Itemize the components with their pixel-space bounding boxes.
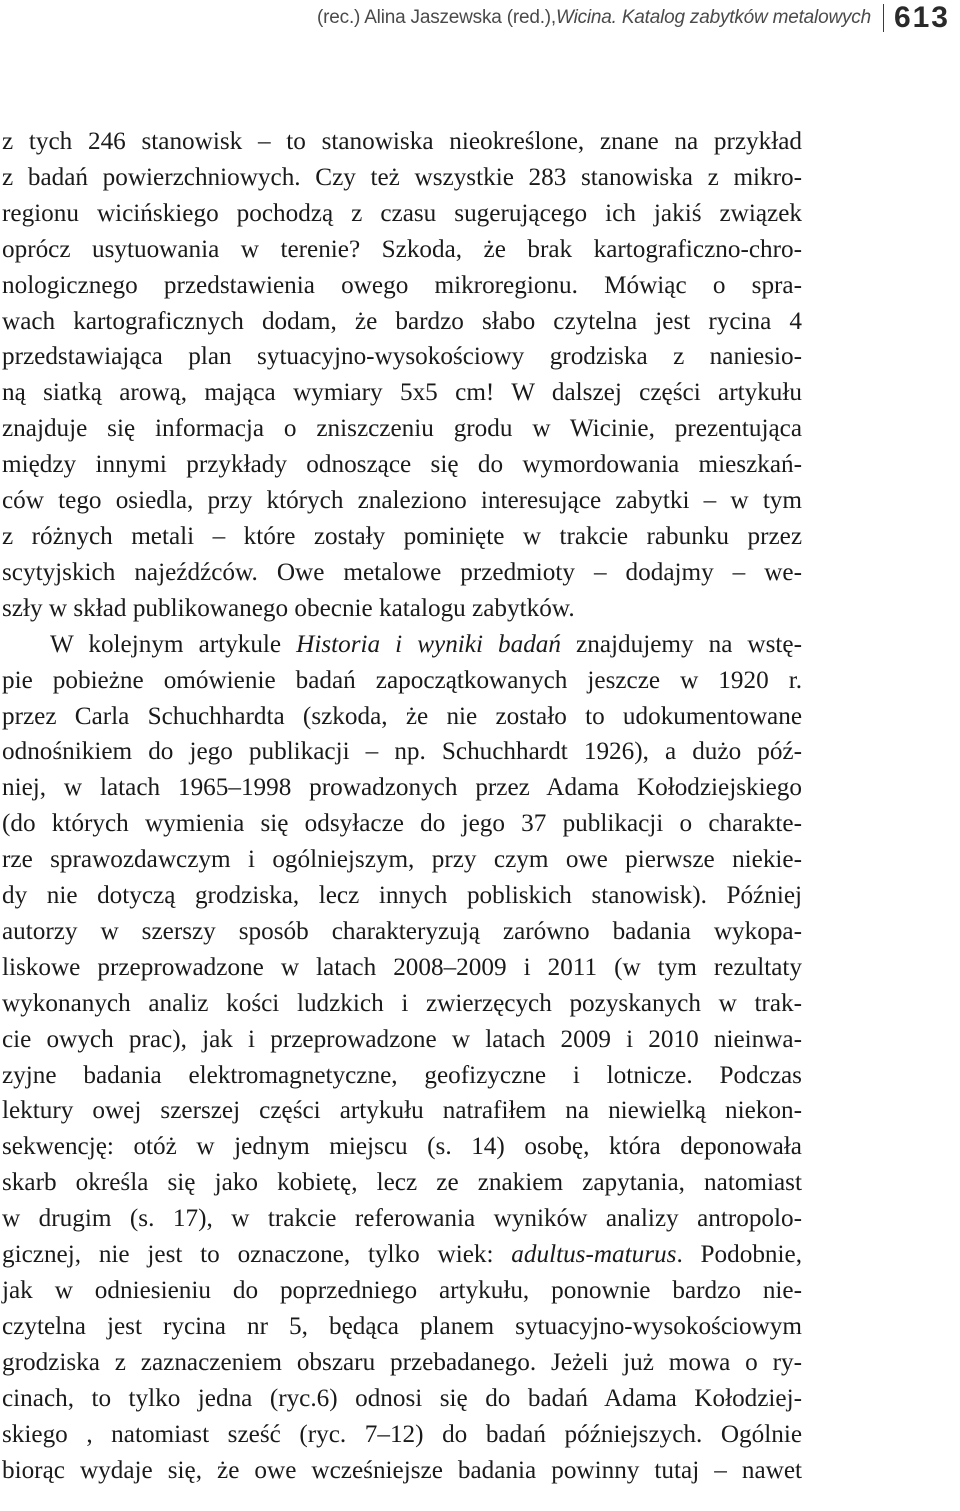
text-line: [2, 627, 802, 663]
text-line: wach kartograficznych dodam, że bardzo słabo czytelna jest rycina 4: [2, 307, 802, 335]
page-number: 613: [893, 1, 950, 34]
running-head-authors: (rec.) Alina Jaszewska (red.),: [317, 7, 557, 28]
text-line: autorzy w szerszy sposób charakteryzują zarówno badania wykopa-: [2, 917, 802, 945]
text-line: nologicznego przedstawienia owego mikroregionu. Mówiąc o spra-: [2, 271, 802, 299]
text-line: rze sprawozdawczym i ogólniejszym, przy czym owe pierwsze niekie-: [2, 846, 802, 874]
text-run: W kolejnym artykule: [50, 630, 297, 658]
running-head-divider: [883, 4, 884, 32]
text-line: sekwencję: otóż w jednym miejscu (s. 14) osobę, która deponowała: [2, 1133, 802, 1161]
text-line: między innymi przykłady odnoszące się do wymordowania mieszkań-: [2, 451, 802, 479]
text-line: regionu wicińskiego pochodzą z czasu sugerującego ich jakiś związek: [2, 199, 802, 227]
text-line: z badań powierzchniowych. Czy też wszystkie 283 stanowiska z mikro-: [2, 163, 802, 191]
text-line: odnośnikiem do jego publikacji – np. Schuchhardt 1926), a dużo póź-: [2, 738, 802, 766]
text-line: z tych 246 stanowisk – to stanowiska nieokreślone, znane na przykład: [2, 128, 802, 155]
text-line: ną siatką arową, mająca wymiary 5x5 cm! W dalszej części artykułu: [2, 379, 802, 407]
article-body: [2, 124, 802, 1488]
text-line: w drugim (s. 17), w trakcie referowania wyników analizy antropolo-: [2, 1205, 802, 1233]
text-line: lektury owej szerszej części artykułu natrafiłem na niewielką niekon-: [2, 1097, 802, 1125]
text-line: biorąc wydaje się, że owe wcześniejsze badania powinny tutaj – nawet: [2, 1456, 802, 1484]
text-line: cie owych prac), jak i przeprowadzone w latach 2009 i 2010 nieinwa-: [2, 1025, 802, 1053]
text-line: grodziska z zaznaczeniem obszaru przebadanego. Jeżeli już mowa o ry-: [2, 1348, 802, 1376]
text-line: skarb określa się jako kobietę, lecz ze znakiem zapytania, natomiast: [2, 1169, 802, 1197]
text-line: znajduje się informacja o zniszczeniu grodu w Wicinie, prezentująca: [2, 415, 802, 443]
paragraph-1: [2, 124, 802, 627]
text-line: jak w odniesieniu do poprzedniego artykułu, ponownie bardzo nie-: [2, 1277, 802, 1304]
text-line: z różnych metali – które zostały pominięte w trakcie rabunku przez: [2, 522, 802, 550]
text-line: scytyjskich najeźdźców. Owe metalowe przedmioty – dodajmy – we-: [2, 558, 802, 586]
text-line: zyjne badania elektromagnetyczne, geofizyczne i lotnicze. Podczas: [2, 1061, 802, 1089]
text-line: cinach, to tylko jedna (ryc.6) odnosi się do badań Adama Kołodziej-: [2, 1384, 802, 1412]
text-line: (do których wymienia się odsyłacze do jego 37 publikacji o charakte-: [2, 810, 802, 838]
running-head-title: Wicina. Katalog zabytków metalowych: [556, 7, 871, 28]
article-title-italic: Historia i wyniki badań: [296, 630, 561, 658]
text-line: dy nie dotyczą grodziska, lecz innych pobliskich stanowisk). Później: [2, 882, 802, 910]
text-run: znajdujemy na wstę-: [561, 630, 802, 658]
text-line: szły w skład publikowanego obecnie katalogu zabytków.: [2, 594, 575, 622]
text-line: przedstawiająca plan sytuacyjno-wysokościowy grodziska z naniesio-: [2, 343, 802, 371]
text-line: ców tego osiedla, przy których znaleziono interesujące zabytki – w tym: [2, 487, 802, 515]
text-line: pie pobieżne omówienie badań zapoczątkowanych jeszcze w 1920 r.: [2, 666, 802, 694]
text-line: niej, w latach 1965–1998 prowadzonych przez Adama Kołodziejskiego: [2, 774, 802, 802]
latin-term-italic: adultus-maturus: [511, 1241, 677, 1269]
text-line: liskowe przeprowadzone w latach 2008–2009 i 2011 (w tym rezultaty: [2, 953, 802, 981]
text-line: wykonanych analiz kości ludzkich i zwierzęcych pozyskanych w trak-: [2, 989, 802, 1017]
text-line: skiego , natomiast sześć (ryc. 7–12) do badań późniejszych. Ogólnie: [2, 1420, 802, 1448]
text-run: gicznej, nie jest to oznaczone, tylko wiek:: [2, 1241, 512, 1269]
running-head: [317, 2, 950, 34]
text-line: [2, 1237, 802, 1273]
text-run: . Podobnie,: [676, 1241, 802, 1269]
paragraph-2: [2, 627, 802, 1489]
text-line: oprócz usytuowania w terenie? Szkoda, że brak kartograficzno-chro-: [2, 235, 802, 263]
text-line: przez Carla Schuchhardta (szkoda, że nie zostało to udokumentowane: [2, 702, 802, 730]
text-line: czytelna jest rycina nr 5, będąca planem sytuacyjno-wysokościowym: [2, 1312, 802, 1340]
